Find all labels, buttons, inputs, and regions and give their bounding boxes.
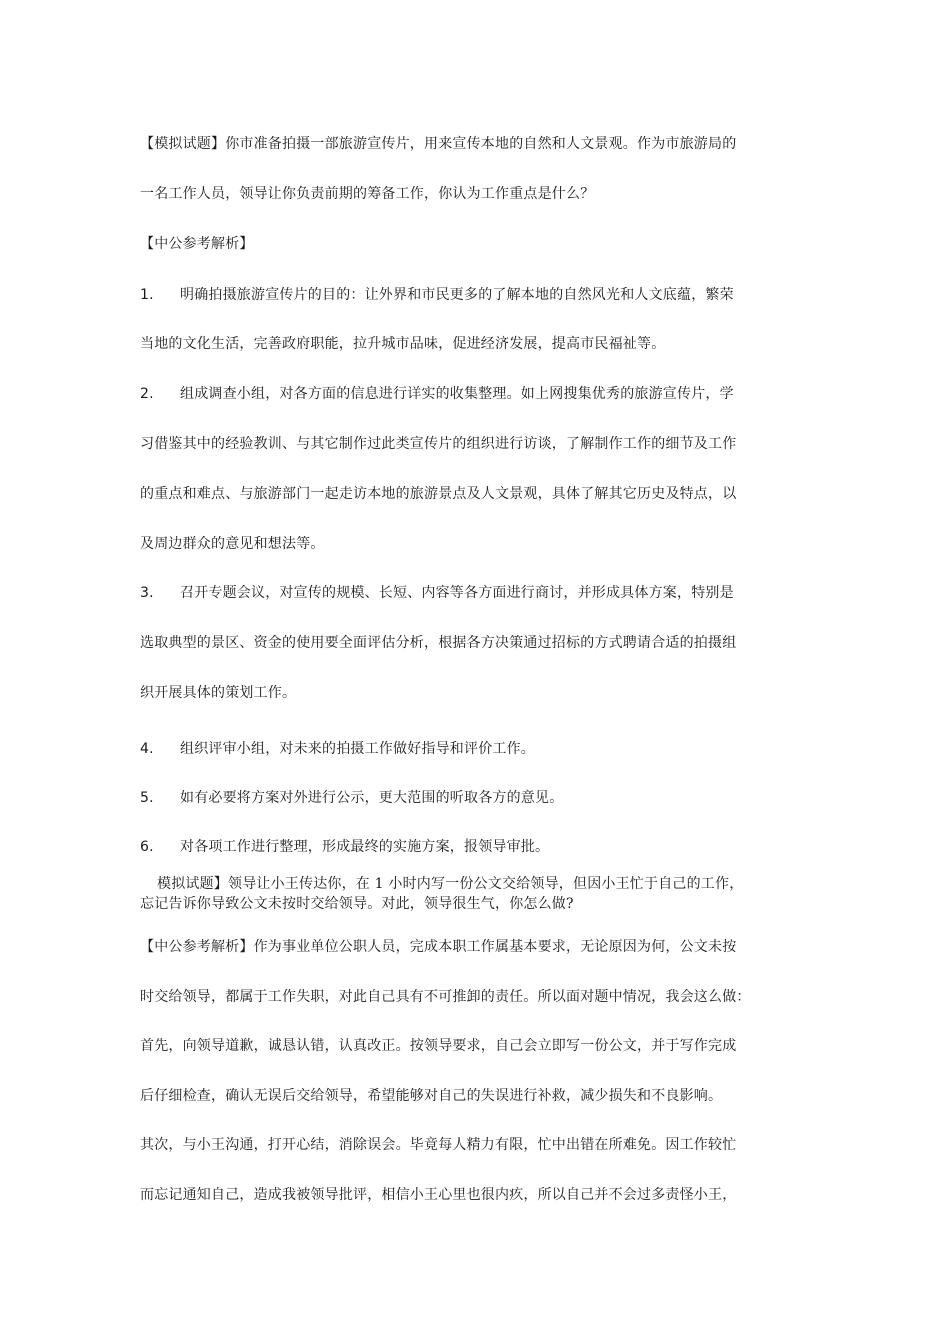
question-2-line-1: 模拟试题】领导让小王传达你，在 1 小时内写一份公文交给领导，但因小王忙于自己的工作， [157, 876, 744, 892]
question-2-line-2: 忘记告诉你导致公文未按时交给领导。对此，领导很生气，你怎么做? [140, 896, 574, 912]
answer-1-item-4 [140, 739, 820, 759]
item-text: 组织评审小组，对未来的拍摄工作做好指导和评价工作。 [180, 741, 535, 757]
item-text: 明确拍摄旅游宣传片的目的：让外界和市民更多的了解本地的自然风光和人文底蕴，繁荣 [180, 287, 734, 303]
item-text: 召开专题会议，对宣传的规模、长短、内容等各方面进行商讨，并形成具体方案，特别是 [180, 585, 734, 601]
answer-2-line-4: 后仔细检查，确认无误后交给领导，希望能够对自己的失误进行补救，减少损失和不良影响。 [140, 1088, 723, 1104]
item-number: 6. [140, 839, 154, 855]
item-number: 3. [140, 585, 154, 601]
question-1-line-1: 【模拟试题】你市准备拍摄一部旅游宣传片，用来宣传本地的自然和人文景观。作为市旅游局的 [140, 136, 737, 152]
answer-1-item-5 [140, 788, 820, 808]
answer-1-item-2-cont: 及周边群众的意见和想法等。 [140, 536, 325, 552]
answer-1-item-2 [140, 384, 820, 404]
answer-1-item-3-cont: 选取典型的景区、资金的使用要全面评估分析，根据各方决策通过招标的方式聘请合适的拍摄组 [140, 635, 737, 651]
answer-2-line-6: 而忘记通知自己，造成我被领导批评，相信小王心里也很内疚，所以自己并不会过多责怪小王， [140, 1187, 737, 1203]
answer-1-item-1 [140, 285, 820, 305]
answer-1-item-3 [140, 583, 820, 603]
item-text: 组成调查小组，对各方面的信息进行详实的收集整理。如上网搜集优秀的旅游宣传片，学 [180, 386, 734, 402]
answer-2-line-5: 其次，与小王沟通，打开心结，消除误会。毕竟每人精力有限，忙中出错在所难免。因工作较忙 [140, 1137, 737, 1153]
item-number: 2. [140, 386, 154, 402]
answer-2-line-2: 时交给领导，都属于工作失职，对此自己具有不可推卸的责任。所以面对题中情况，我会这么做： [140, 989, 751, 1005]
answer-2-line-3: 首先，向领导道歉，诚恳认错，认真改正。按领导要求，自己会立即写一份公文，并于写作完成 [140, 1038, 737, 1054]
item-number: 5. [140, 790, 154, 806]
answer-1-item-1-cont: 当地的文化生活，完善政府职能，拉升城市品味，促进经济发展，提高市民福祉等。 [140, 336, 666, 352]
answer-1-item-6 [140, 837, 820, 857]
answer-1-heading: 【中公参考解析】 [140, 236, 254, 252]
answer-1-item-2-cont: 习借鉴其中的经验教训、与其它制作过此类宣传片的组织进行访谈，了解制作工作的细节及工作 [140, 436, 737, 452]
answer-1-item-3-cont: 织开展具体的策划工作。 [140, 685, 297, 701]
answer-2-line-1: 【中公参考解析】作为事业单位公职人员，完成本职工作属基本要求，无论原因为何，公文未按 [140, 939, 737, 955]
item-number: 1. [140, 287, 154, 303]
item-number: 4. [140, 741, 154, 757]
answer-1-item-2-cont: 的重点和难点、与旅游部门一起走访本地的旅游景点及人文景观，具体了解其它历史及特点，以 [140, 486, 737, 502]
item-text: 如有必要将方案对外进行公示，更大范围的听取各方的意见。 [180, 790, 564, 806]
item-text: 对各项工作进行整理，形成最终的实施方案，报领导审批。 [180, 839, 550, 855]
question-1-line-2: 一名工作人员，领导让你负责前期的筹备工作，你认为工作重点是什么？ [140, 186, 595, 202]
